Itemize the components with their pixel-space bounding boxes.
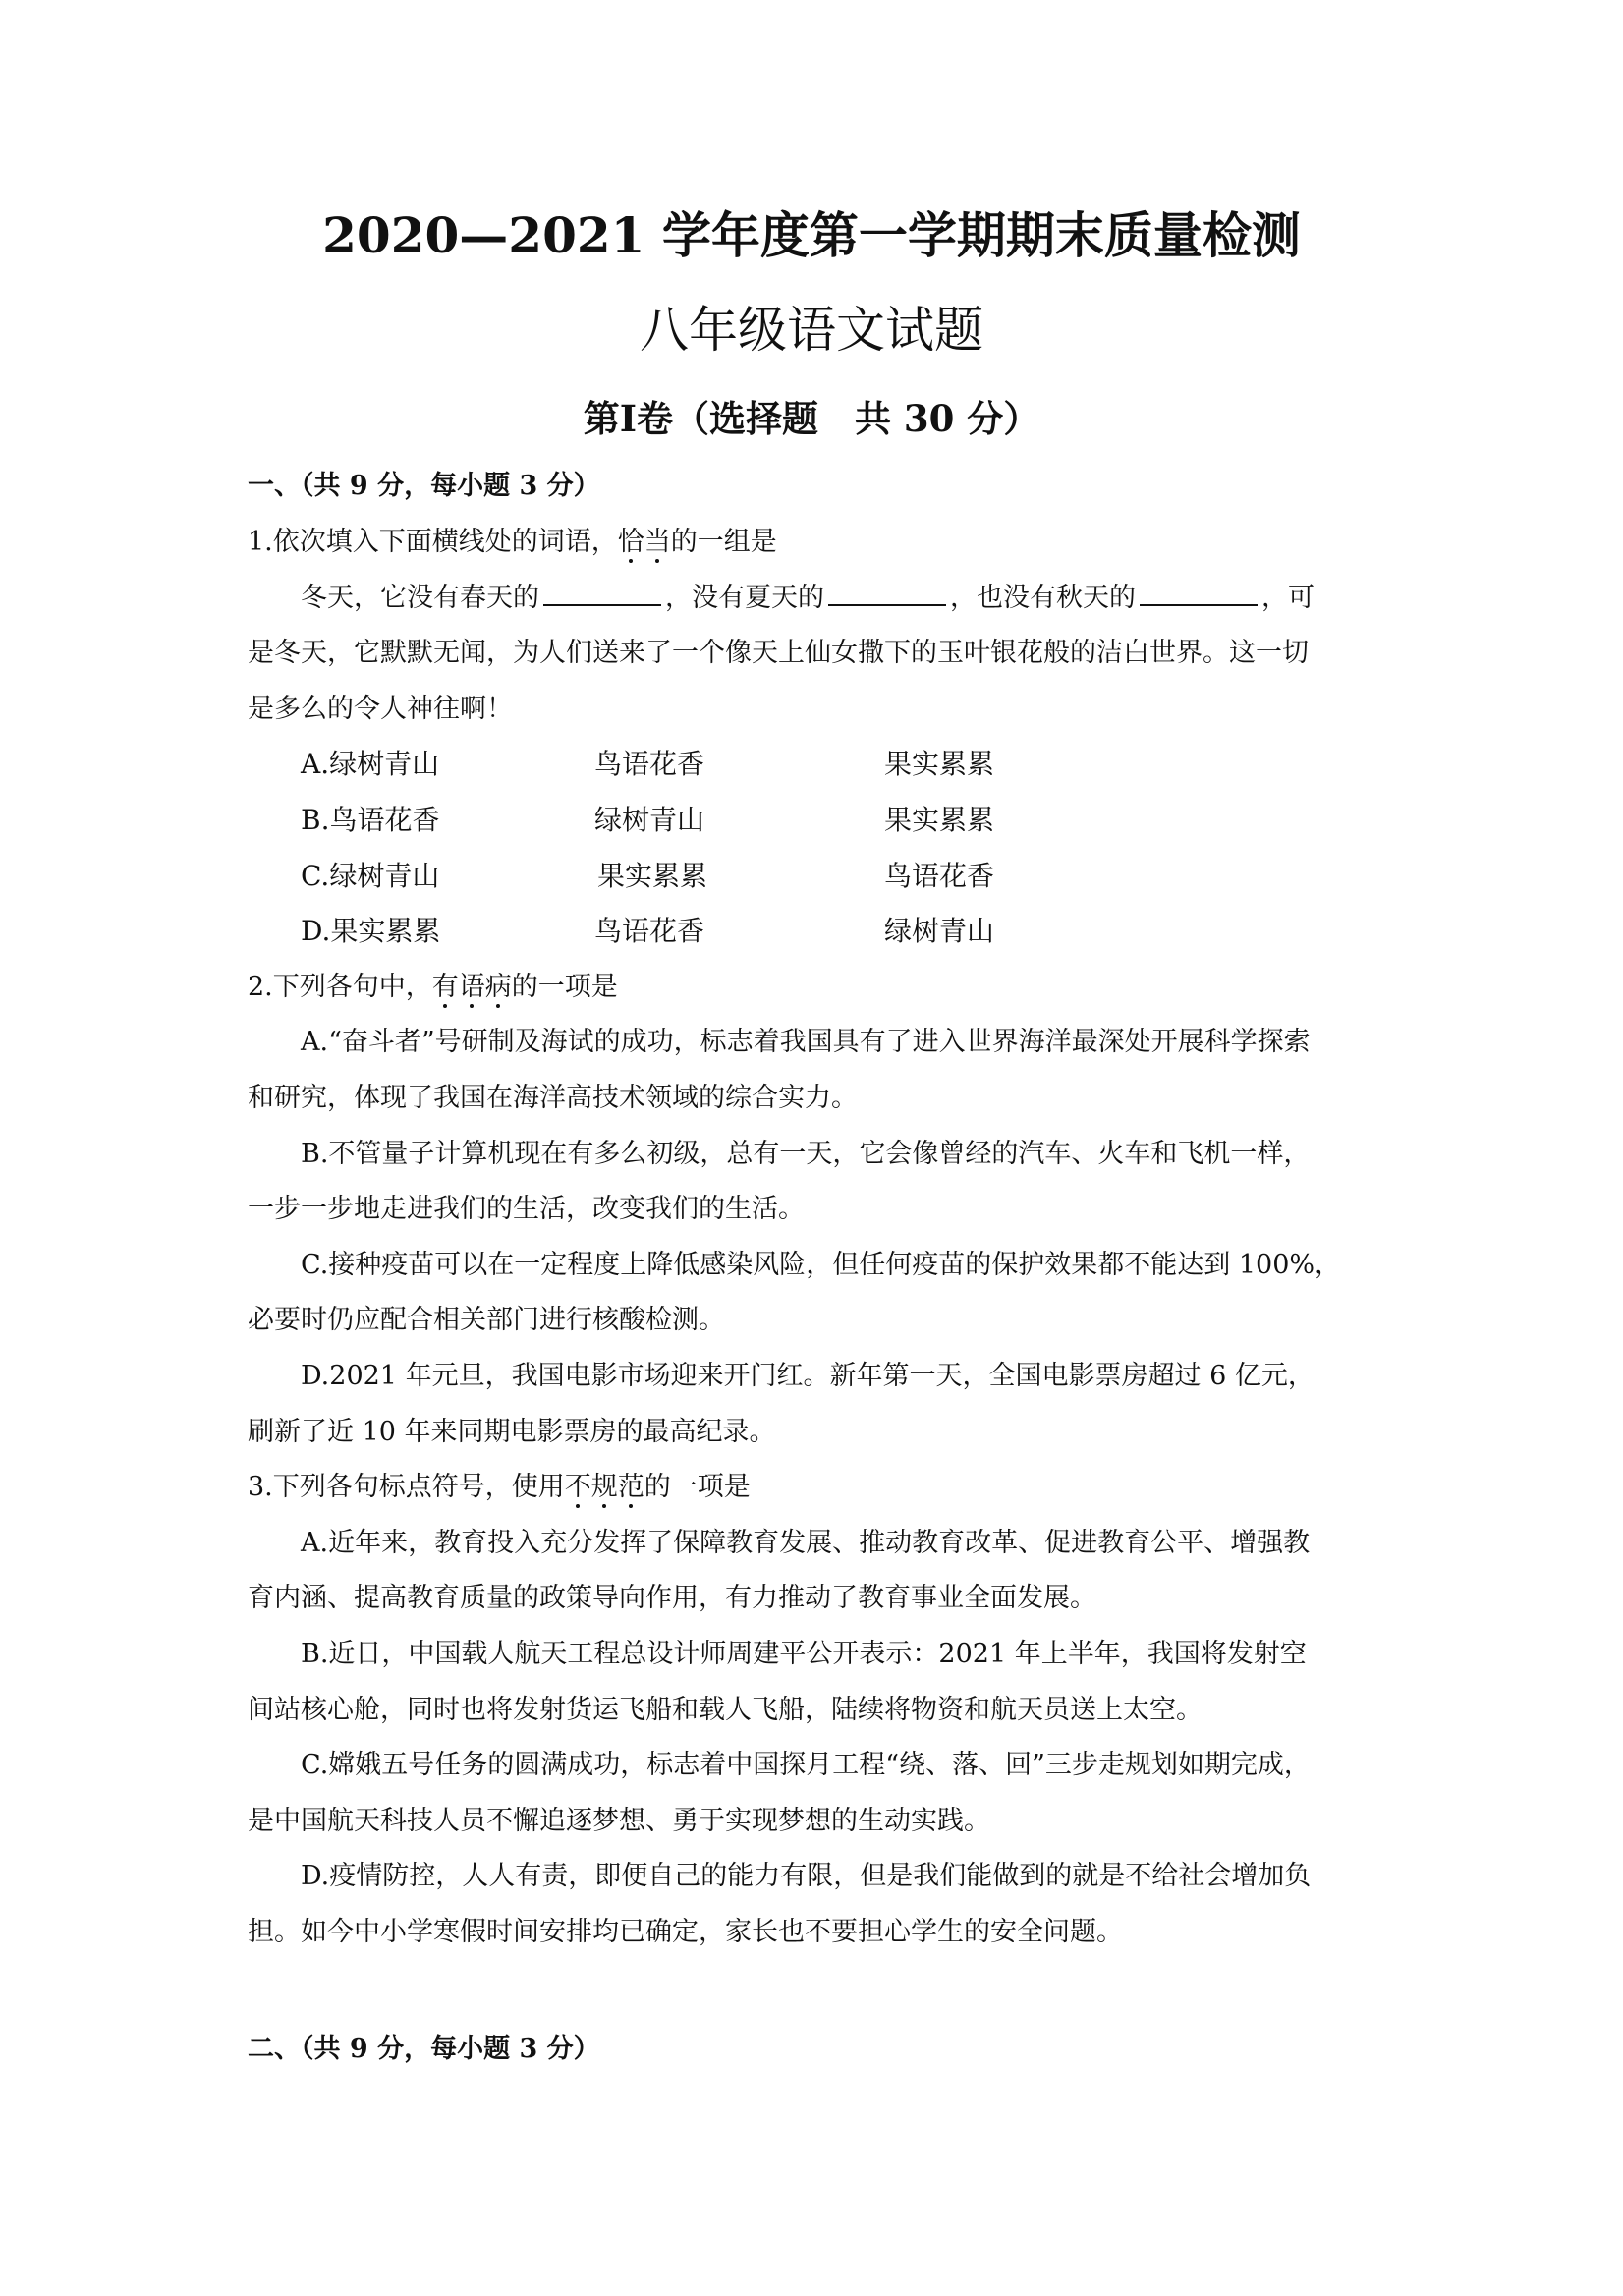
section-heading-2: 二、（共 9 分，每小题 3 分） xyxy=(248,2034,600,2064)
question-2-line: C.接种疫苗可以在一定程度上降低感染风险，但任何疫苗的保护效果都不能达到 100%， xyxy=(301,1250,1342,1280)
emphasis-char: 不 xyxy=(564,1472,591,1502)
emphasis-char: 当 xyxy=(644,527,671,557)
question-3-line: C.嫦娥五号任务的圆满成功，标志着中国探月工程“绕、落、回”三步走规划如期完成， xyxy=(301,1750,1311,1780)
blank-1 xyxy=(543,581,661,606)
q1-option-a-3: 果实累累 xyxy=(884,748,995,780)
blank-3 xyxy=(1140,581,1258,606)
question-2-stem: 2.下列各句中，有语病的一项是 xyxy=(248,972,618,1002)
question-2-line: 和研究，体现了我国在海洋高技术领域的综合实力。 xyxy=(248,1083,858,1113)
q1-option-d-2: 鸟语花香 xyxy=(594,915,705,947)
question-3-line: A.近年来，教育投入充分发挥了保障教育发展、推动教育改革、促进教育公平、增强教 xyxy=(301,1528,1311,1558)
section-heading-1: 一、（共 9 分，每小题 3 分） xyxy=(248,471,600,501)
q1-option-c-2: 果实累累 xyxy=(597,860,708,892)
emphasis-char: 规 xyxy=(590,1472,618,1502)
exam-title: 2020—2021 学年度第一学期期末质量检测 xyxy=(322,206,1301,264)
emphasis-dotted xyxy=(618,527,671,557)
question-2-line: 一步一步地走进我们的生活，改变我们的生活。 xyxy=(248,1194,805,1224)
emphasis-char: 范 xyxy=(617,1472,644,1502)
question-1-passage-line-2: 是冬天，它默默无闻，为人们送来了一个像天上仙女撒下的玉叶银花般的洁白世界。这一切 xyxy=(248,638,1309,668)
question-2-line: 必要时仍应配合相关部门进行核酸检测。 xyxy=(248,1305,725,1335)
question-2-line: D.2021 年元旦，我国电影市场迎来开门红。新年第一天，全国电影票房超过 6 亿元， xyxy=(301,1361,1315,1391)
question-3-line: 是中国航天科技人员不懈追逐梦想、勇于实现梦想的生动实践。 xyxy=(248,1806,990,1836)
q1-option-c-3: 鸟语花香 xyxy=(884,860,995,892)
question-1-stem: 1.依次填入下面横线处的词语，恰当的一组是 xyxy=(248,527,777,557)
question-3-line: D.疫情防控，人人有责，即便自己的能力有限，但是我们能做到的就是不给社会增加负 xyxy=(301,1861,1312,1891)
exam-subtitle: 八年级语文试题 xyxy=(640,302,983,359)
question-2-line: A.“奋斗者”号研制及海试的成功，标志着我国具有了进入世界海洋最深处开展科学探索 xyxy=(301,1027,1311,1057)
question-3-line: 间站核心舱，同时也将发射货运飞船和载人飞船，陆续将物资和航天员送上太空。 xyxy=(248,1695,1203,1725)
question-2-line: B.不管量子计算机现在有多么初级，总有一天，它会像曾经的汽车、火车和飞机一样， xyxy=(301,1139,1311,1169)
q1-option-a-1: A.绿树青山 xyxy=(301,748,440,780)
volume-heading: 第Ⅰ卷（选择题 共 30 分） xyxy=(583,397,1040,440)
question-1-passage-line-1: 冬天，它没有春天的 ，没有夏天的 ，也没有秋天的 ，可 xyxy=(301,583,1315,613)
blank-2 xyxy=(828,581,946,606)
question-2-line: 刷新了近 10 年来同期电影票房的最高纪录。 xyxy=(248,1417,776,1447)
question-3-line: 育内涵、提高教育质量的政策导向作用，有力推动了教育事业全面发展。 xyxy=(248,1583,1096,1613)
question-3-line: B.近日，中国载人航天工程总设计师周建平公开表示：2021 年上半年，我国将发射空 xyxy=(301,1639,1307,1669)
q1-option-b-3: 果实累累 xyxy=(884,804,995,836)
emphasis-char: 恰 xyxy=(617,527,644,557)
q1-option-b-2: 绿树青山 xyxy=(594,804,705,836)
q1-option-c-1: C.绿树青山 xyxy=(301,860,440,892)
emphasis-dotted xyxy=(432,972,512,1002)
q1-option-b-1: B.鸟语花香 xyxy=(301,804,440,836)
q1-option-d-3: 绿树青山 xyxy=(884,915,995,947)
emphasis-char: 语 xyxy=(458,972,485,1002)
emphasis-char: 有 xyxy=(431,972,459,1002)
q1-option-a-2: 鸟语花香 xyxy=(594,748,705,780)
question-3-stem: 3.下列各句标点符号，使用不规范的一项是 xyxy=(248,1472,751,1502)
q1-option-d-1: D.果实累累 xyxy=(301,915,441,947)
emphasis-dotted xyxy=(565,1472,644,1502)
question-1-passage-line-3: 是多么的令人神往啊！ xyxy=(248,694,513,724)
emphasis-char: 病 xyxy=(484,972,512,1002)
question-3-line: 担。如今中小学寒假时间安排均已确定，家长也不要担心学生的安全问题。 xyxy=(248,1917,1123,1947)
